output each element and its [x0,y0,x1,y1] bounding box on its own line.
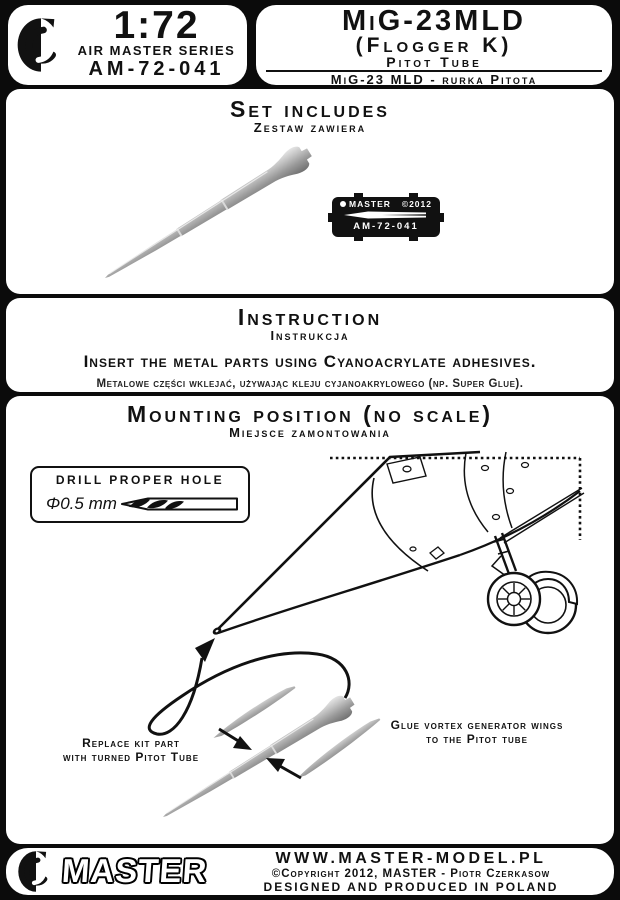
landing-gear-drawing [488,533,577,633]
instruction-line-en: Insert the metal parts using Cyanoacrylate adhesives. [83,351,537,371]
set-includes-title-pl: Zestaw zawiera [253,120,367,136]
drill-label: DRILL PROPER HOLE [55,473,225,487]
fret-tab-icon [354,193,363,198]
footer-bar [6,848,614,895]
instruction-title-pl: Instrukcja [270,328,350,344]
pitot-tube-part-drawing [6,89,614,294]
section-mounting [6,396,614,844]
drill-hole-box [30,466,250,523]
product-code: AM-72-041 [88,57,225,80]
made-in-line: DESIGNED AND PRODUCED IN POLAND [263,879,559,894]
mounting-title: Mounting position (no scale) [126,401,494,427]
fret-logo-icon [340,201,346,207]
replace-note-line2: with turned Pitot Tube [62,750,200,765]
mounting-diagram [6,396,614,844]
master-logo-icon [16,12,66,78]
master-logo-icon [16,850,56,893]
glue-note-line1: Glue vortex generator wings [390,718,564,732]
glue-note-line2: to the Pitot tube [426,732,528,747]
fret-label [332,197,440,237]
fret-year: ©2012 [401,199,432,209]
fret-tube-silhouette-icon [332,210,440,220]
instruction-title: Instruction [237,304,383,330]
series-label: AIR MASTER SERIES [77,43,236,59]
section-set-includes [6,89,614,294]
fret-tab-icon [409,236,418,241]
replace-note-line1: Replace kit part [82,736,180,750]
glue-arrow-icon [266,758,301,778]
drill-diameter: Φ0.5 mm [46,494,117,513]
fret-tab-icon [354,236,363,241]
fret-code: AM-72-041 [353,220,419,232]
fret-brand: MASTER [349,199,391,209]
page-title: MiG-23MLD [342,5,526,37]
glue-note [362,718,592,747]
header-title-box [256,5,612,88]
variant-title: (Flogger K) [355,33,513,57]
website-url: WWW.MASTER-MODEL.PL [275,850,547,867]
fret-tab-icon [328,213,333,222]
mounting-title-pl: Miejsce zamontowania [229,425,391,441]
header-scale-box [8,5,247,85]
part-title: Pitot Tube [386,54,482,71]
section-instruction [6,298,614,392]
copyright-line: ©Copyright 2012, MASTER - Piotr Czerkasow [271,867,551,880]
set-includes-title: Set includes [230,96,390,122]
subtitle-polish: MiG-23 MLD - rurka Pitota [330,72,538,88]
dotted-bracket [330,458,580,540]
master-wordmark: MASTER [60,852,209,889]
drill-bit-icon [120,495,240,513]
fret-tab-icon [409,193,418,198]
scale-label: 1:72 [113,4,200,47]
fret-tab-icon [439,213,444,222]
replace-note [46,736,216,765]
instruction-line-pl: Metalowe części wklejać, używając kleju cyjanoakrylowego (np. Super Glue). [96,377,524,390]
glue-arrow-icon [219,729,252,750]
